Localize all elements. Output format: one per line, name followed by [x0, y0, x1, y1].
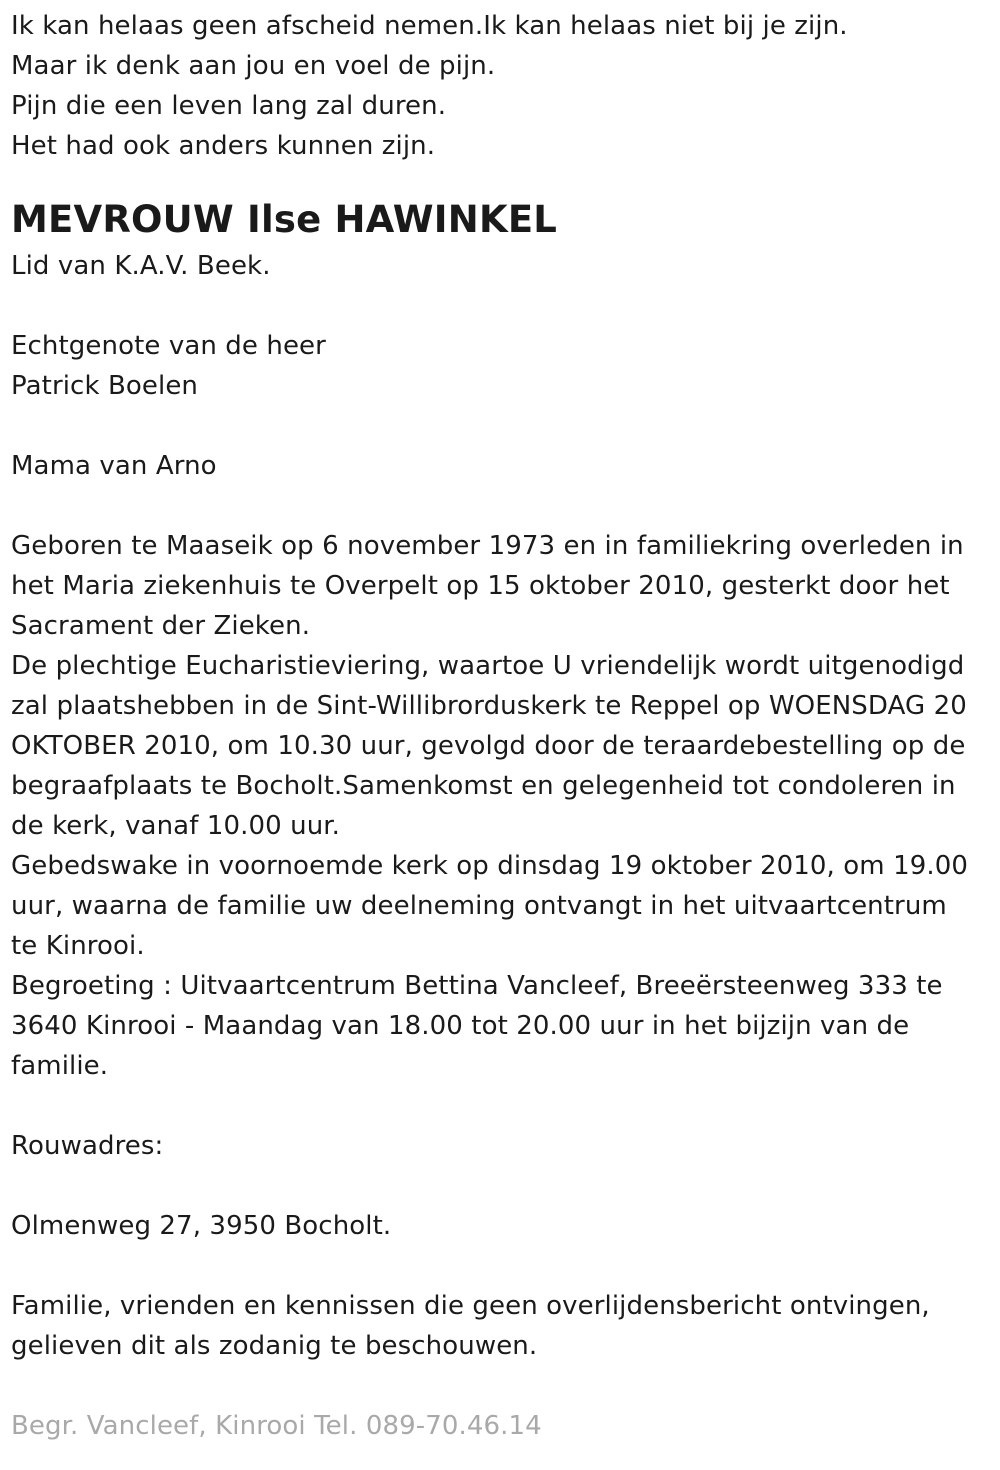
details-line: Sacrament der Zieken.	[11, 611, 311, 641]
poem-line: Ik kan helaas geen afscheid nemen.Ik kan helaas niet bij je zijn.	[11, 11, 848, 41]
poem-line: Het had ook anders kunnen zijn.	[11, 131, 436, 161]
details-section	[11, 526, 991, 1086]
notice-line: Familie, vrienden en kennissen die geen overlijdensbericht ontvingen,	[11, 1291, 930, 1321]
spouse-section	[11, 326, 991, 406]
details-line: De plechtige Eucharistieviering, waartoe U vriendelijk wordt uitgenodigd	[11, 651, 965, 681]
deceased-name: MEVROUW Ilse HAWINKEL	[11, 198, 558, 241]
notice-line: gelieven dit als zodanig te beschouwen.	[11, 1331, 538, 1361]
details-line: familie.	[11, 1051, 109, 1081]
details-line: 3640 Kinrooi - Maandag van 18.00 tot 20.00 uur in het bijzijn van de	[11, 1011, 910, 1041]
details-line: begraafplaats te Bocholt.Samenkomst en gelegenheid tot condoleren in	[11, 771, 956, 801]
mourning-address: Olmenweg 27, 3950 Bocholt.	[11, 1211, 392, 1241]
membership: Lid van K.A.V. Beek.	[11, 251, 271, 281]
poem	[11, 6, 991, 166]
details-line: de kerk, vanaf 10.00 uur.	[11, 811, 341, 841]
details-line: uur, waarna de familie uw deelneming ontvangt in het uitvaartcentrum	[11, 891, 947, 921]
details-line: te Kinrooi.	[11, 931, 145, 961]
mourning-address-label: Rouwadres:	[11, 1131, 164, 1161]
details-line: Begroeting : Uitvaartcentrum Bettina Vancleef, Breeërsteenweg 333 te	[11, 971, 943, 1001]
funeral-director-footer: Begr. Vancleef, Kinrooi Tel. 089-70.46.14	[11, 1411, 542, 1441]
spouse-line: Patrick Boelen	[11, 371, 199, 401]
details-line: Gebedswake in voornoemde kerk op dinsdag 19 oktober 2010, om 19.00	[11, 851, 969, 881]
obituary-document	[11, 6, 991, 1446]
poem-line: Pijn die een leven lang zal duren.	[11, 91, 447, 121]
spouse-line: Echtgenote van de heer	[11, 331, 326, 361]
poem-line: Maar ik denk aan jou en voel de pijn.	[11, 51, 496, 81]
notice-section	[11, 1286, 991, 1366]
details-line: het Maria ziekenhuis te Overpelt op 15 oktober 2010, gesterkt door het	[11, 571, 950, 601]
details-line: OKTOBER 2010, om 10.30 uur, gevolgd door de teraardebestelling op de	[11, 731, 966, 761]
child-line: Mama van Arno	[11, 451, 217, 481]
details-line: zal plaatshebben in de Sint-Willibrorduskerk te Reppel op WOENSDAG 20	[11, 691, 967, 721]
details-line: Geboren te Maaseik op 6 november 1973 en in familiekring overleden in	[11, 531, 964, 561]
